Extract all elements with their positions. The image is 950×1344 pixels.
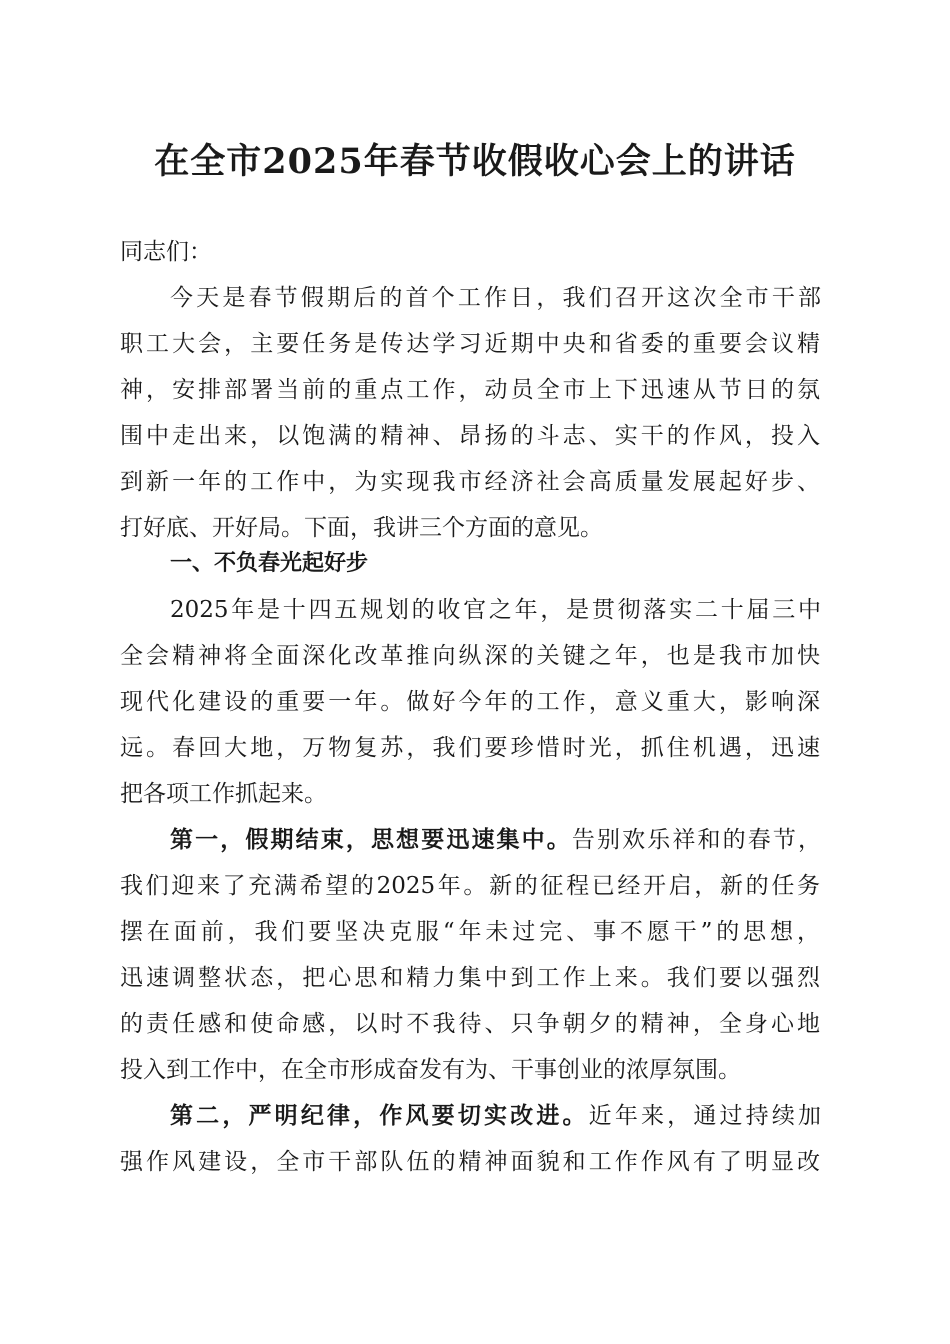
paragraph-line: 围中走出来，以饱满的精神、昂扬的斗志、实干的作风，投入 bbox=[120, 423, 820, 449]
paragraph-line: 的责任感和使命感，以时不我待、只争朝夕的精神，全身心地 bbox=[120, 1011, 820, 1037]
paragraph-line: 全会精神将全面深化改革推向纵深的关键之年，也是我市加快 bbox=[120, 643, 820, 669]
paragraph-line bbox=[170, 817, 821, 863]
paragraph-line: 打好底、开好局。下面，我讲三个方面的意见。 bbox=[120, 515, 603, 541]
point-lead: 第一，假期结束，思想要迅速集中。 bbox=[170, 826, 572, 853]
paragraph-line: 把各项工作抓起来。 bbox=[120, 781, 327, 807]
salutation: 同志们： bbox=[120, 239, 212, 265]
document-title: 在全市2025年春节收假收心会上的讲话 bbox=[154, 141, 796, 182]
paragraph-line: 强作风建设，全市干部队伍的精神面貌和工作作风有了明显改 bbox=[120, 1149, 820, 1175]
paragraph-line: 今天是春节假期后的首个工作日，我们召开这次全市干部 bbox=[170, 285, 821, 311]
paragraph-text: 近年来，通过持续加 bbox=[588, 1103, 822, 1129]
paragraph-line: 到新一年的工作中，为实现我市经济社会高质量发展起好步、 bbox=[120, 469, 820, 495]
paragraph-line: 我们迎来了充满希望的2025年。新的征程已经开启，新的任务 bbox=[120, 873, 820, 899]
paragraph-line: 现代化建设的重要一年。做好今年的工作，意义重大，影响深 bbox=[120, 689, 820, 715]
paragraph-line: 投入到工作中，在全市形成奋发有为、干事创业的浓厚氛围。 bbox=[120, 1057, 741, 1083]
section-heading: 一、不负春光起好步 bbox=[170, 551, 369, 576]
paragraph-text: 告别欢乐祥和的春节， bbox=[571, 827, 822, 853]
paragraph-line: 摆在面前，我们要坚决克服“年未过完、事不愿干”的思想， bbox=[120, 919, 820, 945]
paragraph-line: 神，安排部署当前的重点工作，动员全市上下迅速从节日的氛 bbox=[120, 377, 820, 403]
paragraph-line: 迅速调整状态，把心思和精力集中到工作上来。我们要以强烈 bbox=[120, 965, 820, 991]
paragraph-line: 2025年是十四五规划的收官之年，是贯彻落实二十届三中 bbox=[170, 597, 821, 623]
point-lead: 第二，严明纪律，作风要切实改进。 bbox=[170, 1102, 589, 1129]
paragraph-line: 远。春回大地，万物复苏，我们要珍惜时光，抓住机遇，迅速 bbox=[120, 735, 820, 761]
paragraph-line bbox=[170, 1093, 821, 1139]
paragraph-line: 职工大会，主要任务是传达学习近期中央和省委的重要会议精 bbox=[120, 331, 820, 357]
